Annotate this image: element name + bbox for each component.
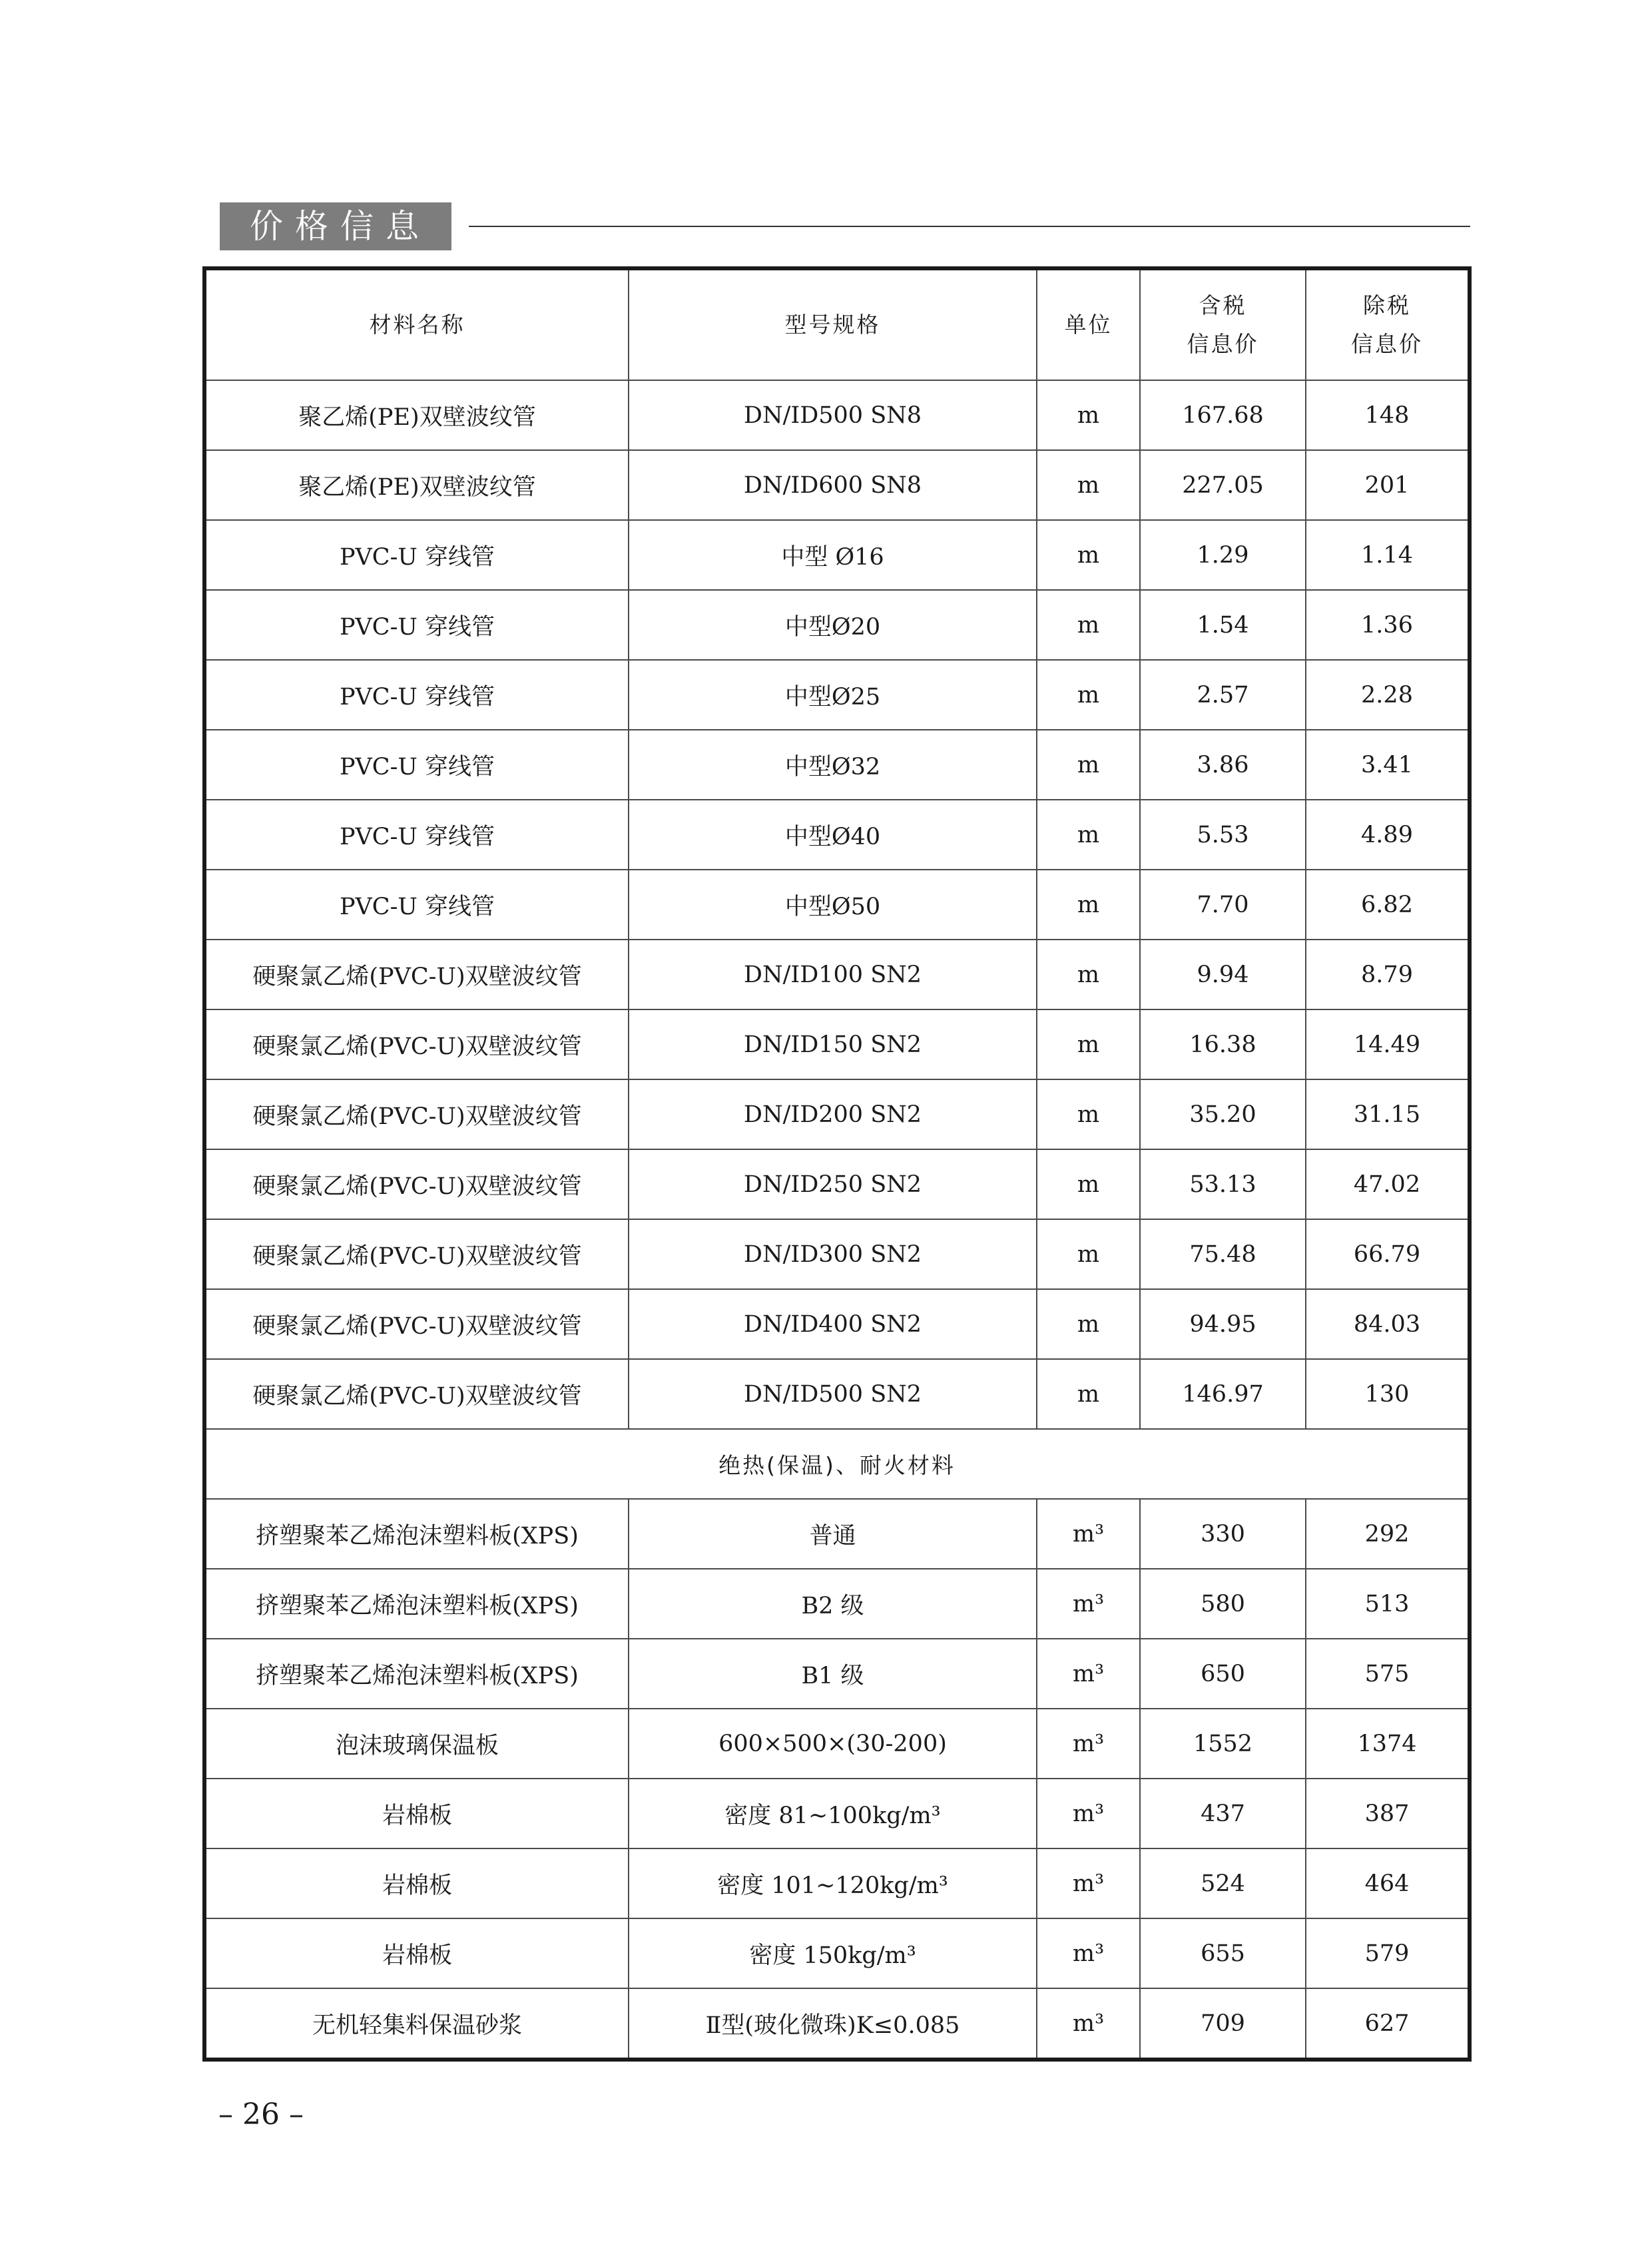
cell-unit: m³	[1037, 1779, 1140, 1848]
cell-unit: m	[1037, 1359, 1140, 1429]
cell-unit: m	[1037, 940, 1140, 1009]
cell-price-tax: 437	[1140, 1779, 1306, 1848]
cell-name: PVC-U 穿线管	[206, 590, 629, 660]
cell-name: 硬聚氯乙烯(PVC-U)双壁波纹管	[206, 940, 629, 1009]
cell-price-notax: 3.41	[1306, 730, 1468, 800]
cell-name: 硬聚氯乙烯(PVC-U)双壁波纹管	[206, 1359, 629, 1429]
cell-price-notax: 579	[1306, 1918, 1468, 1988]
cell-spec: B1 级	[629, 1639, 1037, 1709]
cell-price-notax: 201	[1306, 450, 1468, 520]
cell-unit: m	[1037, 380, 1140, 450]
page-number: – 26 –	[218, 2098, 304, 2131]
cell-name: 聚乙烯(PE)双壁波纹管	[206, 450, 629, 520]
cell-spec: DN/ID500 SN2	[629, 1359, 1037, 1429]
cell-unit: m³	[1037, 1569, 1140, 1639]
cell-price-notax: 292	[1306, 1499, 1468, 1569]
cell-price-notax: 575	[1306, 1639, 1468, 1709]
table-row	[206, 1289, 1468, 1359]
cell-spec: DN/ID400 SN2	[629, 1289, 1037, 1359]
cell-price-tax: 709	[1140, 1988, 1306, 2058]
cell-spec: 中型Ø32	[629, 730, 1037, 800]
header-unit: 单位	[1037, 270, 1140, 380]
cell-spec: DN/ID150 SN2	[629, 1009, 1037, 1079]
cell-price-notax: 14.49	[1306, 1009, 1468, 1079]
cell-spec: 密度 81~100kg/m³	[629, 1779, 1037, 1848]
cell-price-notax: 387	[1306, 1779, 1468, 1848]
cell-spec: 普通	[629, 1499, 1037, 1569]
cell-price-tax: 16.38	[1140, 1009, 1306, 1079]
cell-price-notax: 31.15	[1306, 1079, 1468, 1149]
cell-name: 岩棉板	[206, 1779, 629, 1848]
cell-unit: m	[1037, 1009, 1140, 1079]
table-row	[206, 1359, 1468, 1429]
header-rule	[469, 226, 1470, 227]
header-spec: 型号规格	[629, 270, 1037, 380]
cell-unit: m³	[1037, 1988, 1140, 2058]
cell-name: 硬聚氯乙烯(PVC-U)双壁波纹管	[206, 1079, 629, 1149]
table-row	[206, 940, 1468, 1009]
cell-price-notax: 2.28	[1306, 660, 1468, 730]
cell-price-tax: 1552	[1140, 1709, 1306, 1779]
table-row	[206, 730, 1468, 800]
cell-name: 岩棉板	[206, 1848, 629, 1918]
table-row	[206, 1499, 1468, 1569]
cell-spec: DN/ID100 SN2	[629, 940, 1037, 1009]
cell-price-tax: 94.95	[1140, 1289, 1306, 1359]
cell-price-notax: 148	[1306, 380, 1468, 450]
header-price-tax-line1: 含税	[1199, 292, 1247, 318]
table-row	[206, 1709, 1468, 1779]
table-row	[206, 800, 1468, 870]
cell-spec: 中型Ø40	[629, 800, 1037, 870]
cell-name: PVC-U 穿线管	[206, 870, 629, 940]
cell-spec: DN/ID200 SN2	[629, 1079, 1037, 1149]
cell-price-tax: 53.13	[1140, 1149, 1306, 1219]
cell-price-notax: 1.36	[1306, 590, 1468, 660]
section-title: 绝热(保温)、耐火材料	[206, 1429, 1468, 1499]
cell-unit: m	[1037, 1079, 1140, 1149]
price-table	[202, 266, 1472, 2062]
cell-unit: m³	[1037, 1918, 1140, 1988]
cell-price-tax: 167.68	[1140, 380, 1306, 450]
cell-price-tax: 650	[1140, 1639, 1306, 1709]
cell-name: 岩棉板	[206, 1918, 629, 1988]
cell-unit: m	[1037, 730, 1140, 800]
table-row	[206, 1848, 1468, 1918]
cell-name: 挤塑聚苯乙烯泡沫塑料板(XPS)	[206, 1639, 629, 1709]
table-row	[206, 1009, 1468, 1079]
table-row	[206, 660, 1468, 730]
table-header-row	[206, 270, 1468, 380]
cell-unit: m³	[1037, 1499, 1140, 1569]
cell-name: PVC-U 穿线管	[206, 730, 629, 800]
cell-spec: DN/ID300 SN2	[629, 1219, 1037, 1289]
cell-price-tax: 524	[1140, 1848, 1306, 1918]
cell-unit: m	[1037, 1289, 1140, 1359]
cell-price-tax: 227.05	[1140, 450, 1306, 520]
cell-price-notax: 1.14	[1306, 520, 1468, 590]
header-price-tax	[1140, 270, 1306, 380]
table-row	[206, 1639, 1468, 1709]
cell-price-tax: 2.57	[1140, 660, 1306, 730]
cell-price-notax: 627	[1306, 1988, 1468, 2058]
cell-price-notax: 513	[1306, 1569, 1468, 1639]
cell-spec: 中型Ø25	[629, 660, 1037, 730]
cell-price-tax: 655	[1140, 1918, 1306, 1988]
cell-name: 硬聚氯乙烯(PVC-U)双壁波纹管	[206, 1149, 629, 1219]
cell-price-tax: 146.97	[1140, 1359, 1306, 1429]
cell-unit: m	[1037, 590, 1140, 660]
cell-unit: m	[1037, 800, 1140, 870]
cell-price-tax: 7.70	[1140, 870, 1306, 940]
table-row	[206, 1569, 1468, 1639]
cell-price-notax: 4.89	[1306, 800, 1468, 870]
cell-unit: m	[1037, 520, 1140, 590]
cell-unit: m	[1037, 870, 1140, 940]
cell-unit: m	[1037, 450, 1140, 520]
cell-price-tax: 1.29	[1140, 520, 1306, 590]
cell-name: PVC-U 穿线管	[206, 520, 629, 590]
header-price-notax-line1: 除税	[1363, 292, 1411, 318]
cell-price-tax: 330	[1140, 1499, 1306, 1569]
table-row	[206, 1918, 1468, 1988]
cell-unit: m	[1037, 1219, 1140, 1289]
cell-spec: B2 级	[629, 1569, 1037, 1639]
cell-unit: m³	[1037, 1848, 1140, 1918]
cell-name: 泡沫玻璃保温板	[206, 1709, 629, 1779]
cell-name: 聚乙烯(PE)双壁波纹管	[206, 380, 629, 450]
cell-unit: m	[1037, 1149, 1140, 1219]
cell-name: 硬聚氯乙烯(PVC-U)双壁波纹管	[206, 1009, 629, 1079]
cell-price-notax: 130	[1306, 1359, 1468, 1429]
cell-price-tax: 75.48	[1140, 1219, 1306, 1289]
cell-name: 硬聚氯乙烯(PVC-U)双壁波纹管	[206, 1289, 629, 1359]
cell-price-notax: 1374	[1306, 1709, 1468, 1779]
cell-price-notax: 6.82	[1306, 870, 1468, 940]
section-tag: 价格信息	[220, 202, 451, 250]
cell-name: 硬聚氯乙烯(PVC-U)双壁波纹管	[206, 1219, 629, 1289]
cell-spec: DN/ID600 SN8	[629, 450, 1037, 520]
header-price-tax-line2: 信息价	[1187, 331, 1259, 357]
cell-spec: 密度 101~120kg/m³	[629, 1848, 1037, 1918]
cell-spec: 中型Ø20	[629, 590, 1037, 660]
table-row	[206, 450, 1468, 520]
cell-name: PVC-U 穿线管	[206, 800, 629, 870]
cell-price-notax: 66.79	[1306, 1219, 1468, 1289]
table-row	[206, 380, 1468, 450]
cell-price-tax: 35.20	[1140, 1079, 1306, 1149]
table-row	[206, 590, 1468, 660]
table-row	[206, 1149, 1468, 1219]
cell-spec: 中型 Ø16	[629, 520, 1037, 590]
table-row	[206, 1779, 1468, 1848]
cell-price-tax: 9.94	[1140, 940, 1306, 1009]
cell-price-tax: 580	[1140, 1569, 1306, 1639]
cell-spec: DN/ID500 SN8	[629, 380, 1037, 450]
header-price-notax-line2: 信息价	[1351, 331, 1423, 357]
section-row	[206, 1429, 1468, 1499]
cell-name: 挤塑聚苯乙烯泡沫塑料板(XPS)	[206, 1499, 629, 1569]
cell-spec: 600×500×(30-200)	[629, 1709, 1037, 1779]
cell-price-notax: 84.03	[1306, 1289, 1468, 1359]
table-row	[206, 1219, 1468, 1289]
cell-unit: m	[1037, 660, 1140, 730]
cell-spec: DN/ID250 SN2	[629, 1149, 1037, 1219]
cell-price-notax: 464	[1306, 1848, 1468, 1918]
cell-unit: m³	[1037, 1709, 1140, 1779]
table-row	[206, 520, 1468, 590]
cell-name: PVC-U 穿线管	[206, 660, 629, 730]
cell-spec: 中型Ø50	[629, 870, 1037, 940]
cell-price-notax: 47.02	[1306, 1149, 1468, 1219]
cell-price-tax: 5.53	[1140, 800, 1306, 870]
cell-name: 无机轻集料保温砂浆	[206, 1988, 629, 2058]
header-price-notax	[1306, 270, 1468, 380]
cell-price-tax: 1.54	[1140, 590, 1306, 660]
cell-name: 挤塑聚苯乙烯泡沫塑料板(XPS)	[206, 1569, 629, 1639]
header-name: 材料名称	[206, 270, 629, 380]
cell-price-tax: 3.86	[1140, 730, 1306, 800]
table-row	[206, 870, 1468, 940]
cell-spec: 密度 150kg/m³	[629, 1918, 1037, 1988]
cell-spec: Ⅱ型(玻化微珠)K≤0.085	[629, 1988, 1037, 2058]
table-row	[206, 1079, 1468, 1149]
cell-price-notax: 8.79	[1306, 940, 1468, 1009]
cell-unit: m³	[1037, 1639, 1140, 1709]
table-row	[206, 1988, 1468, 2058]
